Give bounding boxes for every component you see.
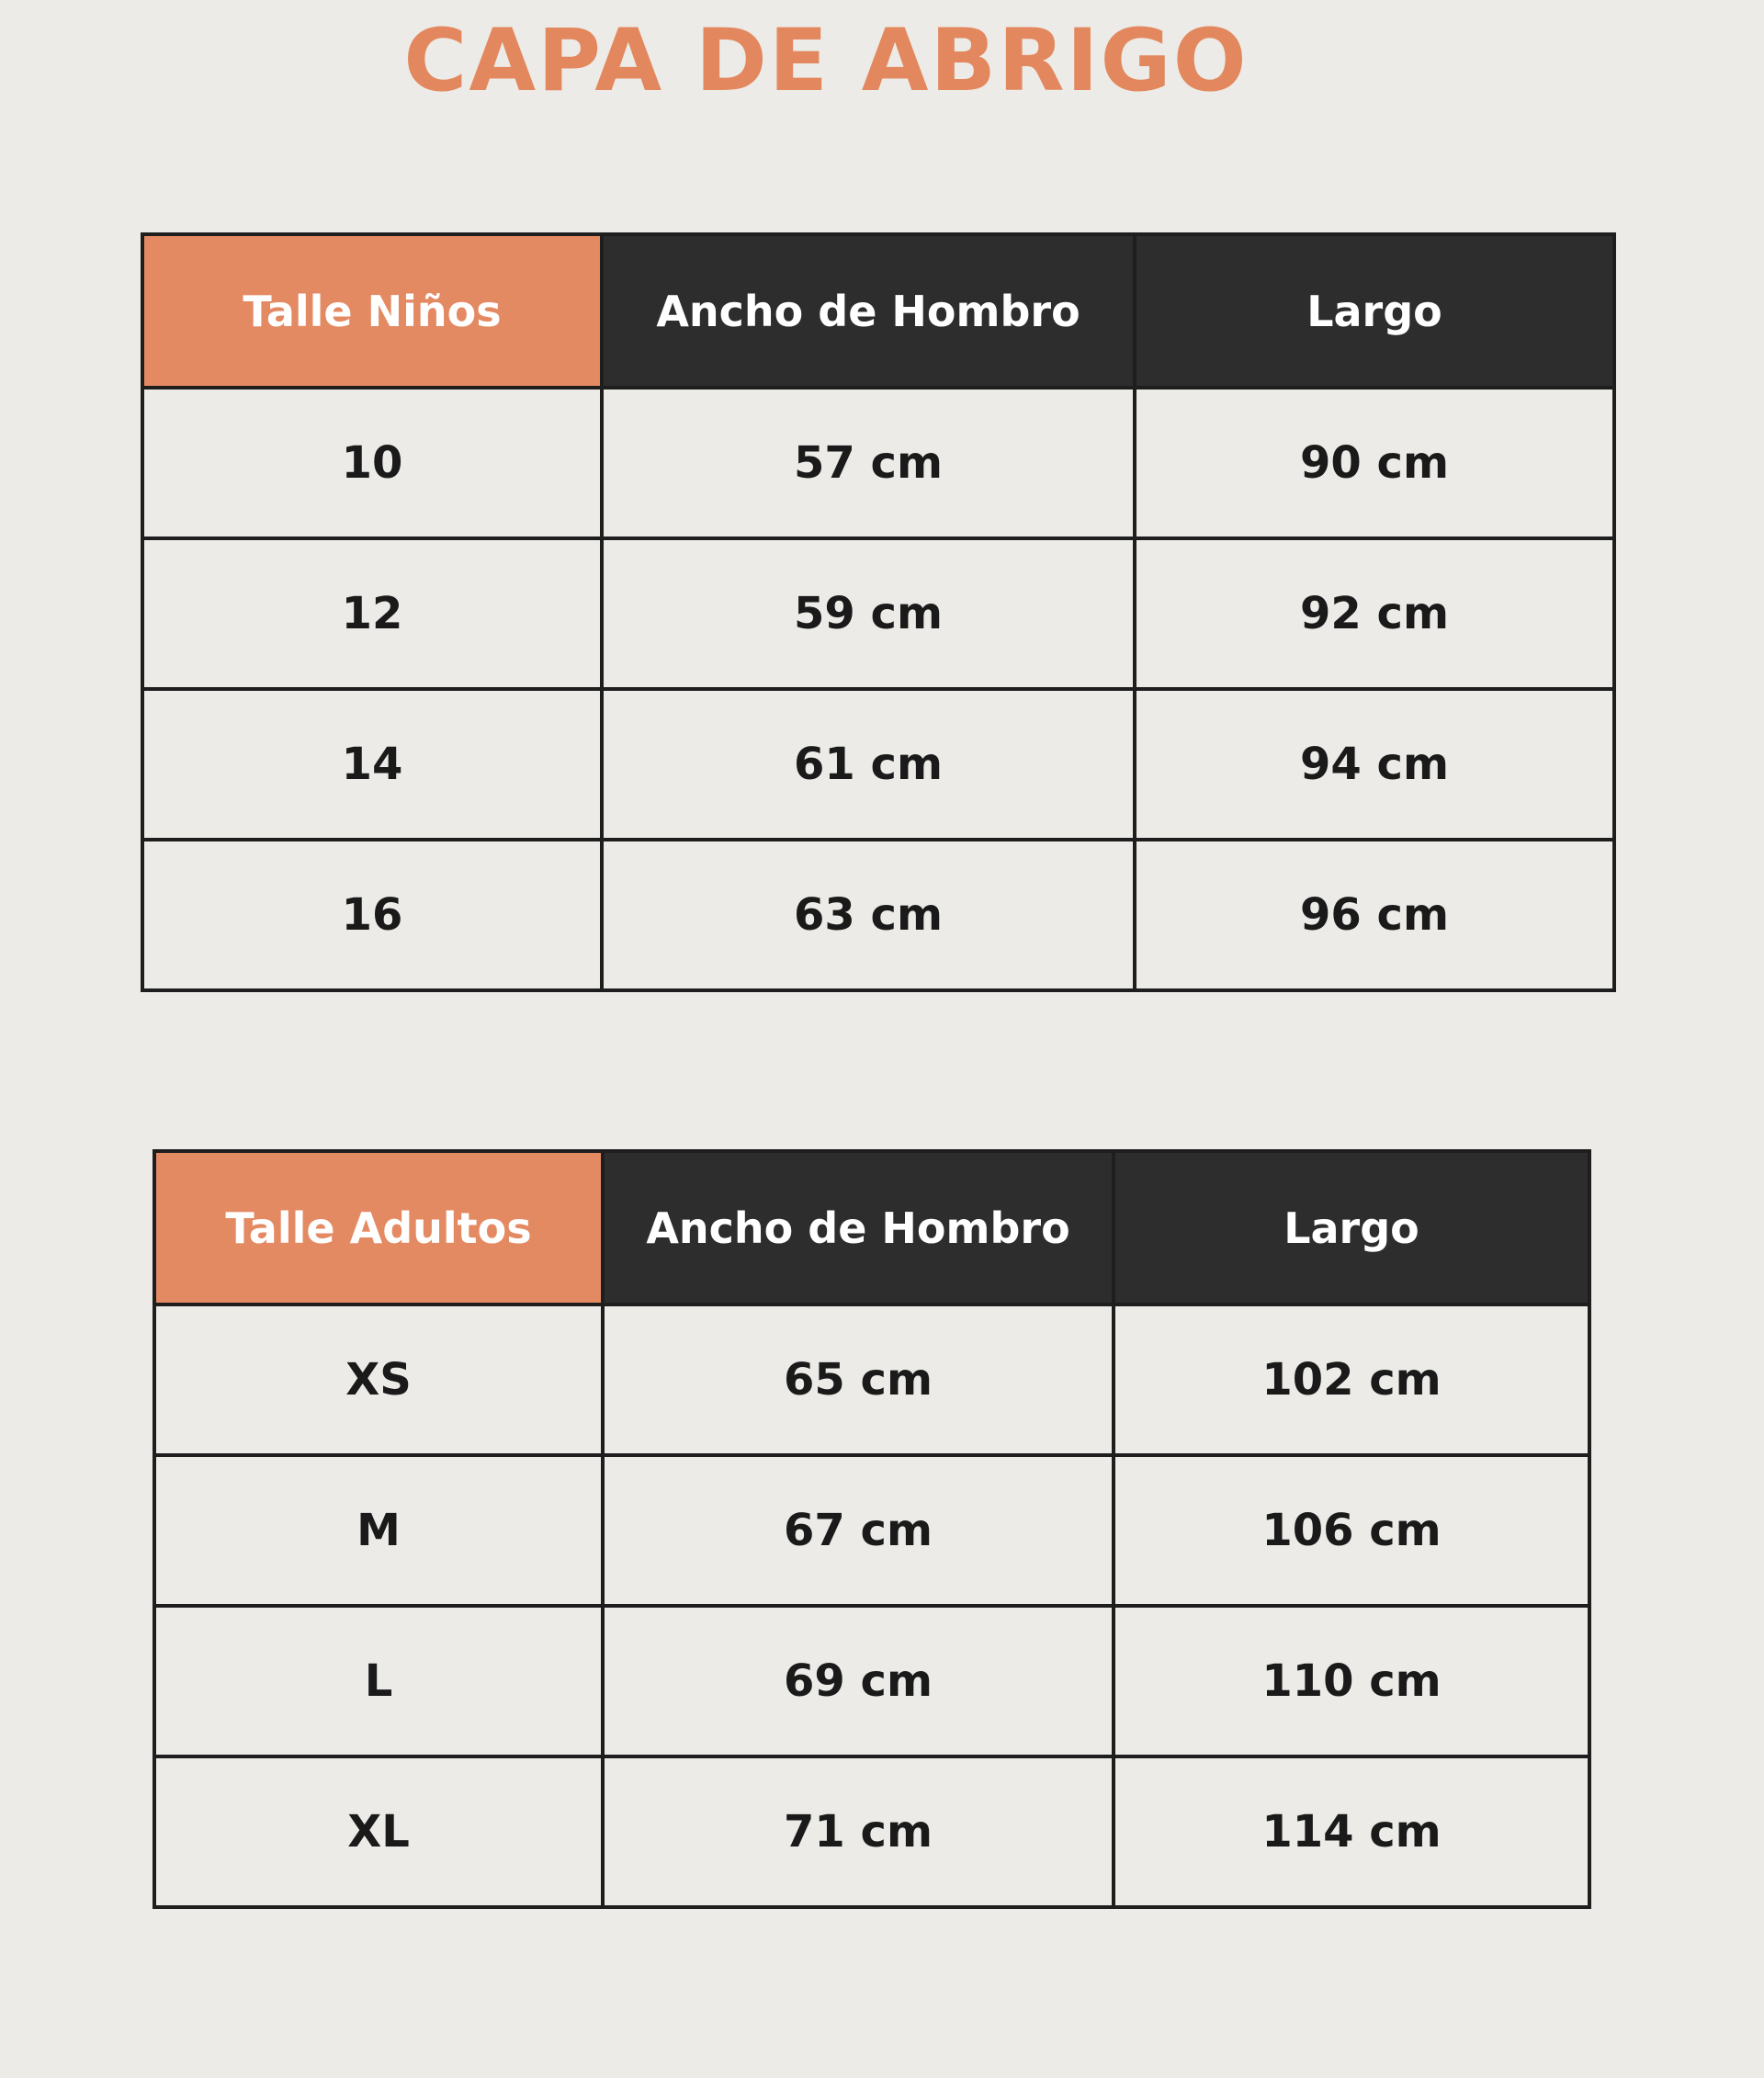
length-cell: 90 cm bbox=[1135, 388, 1614, 538]
table-row bbox=[154, 1304, 1589, 1455]
table-row bbox=[142, 689, 1614, 840]
shoulder-width-cell: 65 cm bbox=[603, 1304, 1114, 1455]
size-cell: 16 bbox=[142, 840, 602, 990]
table-row bbox=[142, 388, 1614, 538]
page-title: CAPA DE ABRIGO bbox=[403, 11, 1249, 111]
adults-size-table bbox=[153, 1149, 1591, 1909]
header-shoulder-width: Ancho de Hombro bbox=[603, 1151, 1114, 1304]
table-row bbox=[154, 1606, 1589, 1756]
table-header-row bbox=[142, 234, 1614, 388]
size-cell: 12 bbox=[142, 538, 602, 689]
size-cell: XS bbox=[154, 1304, 603, 1455]
shoulder-width-cell: 59 cm bbox=[602, 538, 1135, 689]
shoulder-width-cell: 67 cm bbox=[603, 1455, 1114, 1606]
length-cell: 102 cm bbox=[1114, 1304, 1589, 1455]
header-shoulder-width: Ancho de Hombro bbox=[602, 234, 1135, 388]
shoulder-width-cell: 63 cm bbox=[602, 840, 1135, 990]
header-length: Largo bbox=[1114, 1151, 1589, 1304]
length-cell: 114 cm bbox=[1114, 1756, 1589, 1907]
table-row bbox=[154, 1455, 1589, 1606]
size-cell: 10 bbox=[142, 388, 602, 538]
table-row bbox=[142, 538, 1614, 689]
length-cell: 96 cm bbox=[1135, 840, 1614, 990]
size-cell: XL bbox=[154, 1756, 603, 1907]
shoulder-width-cell: 71 cm bbox=[603, 1756, 1114, 1907]
table-row bbox=[154, 1756, 1589, 1907]
length-cell: 106 cm bbox=[1114, 1455, 1589, 1606]
table-row bbox=[142, 840, 1614, 990]
kids-size-table bbox=[141, 232, 1616, 992]
size-cell: M bbox=[154, 1455, 603, 1606]
table-header-row bbox=[154, 1151, 1589, 1304]
header-length: Largo bbox=[1135, 234, 1614, 388]
shoulder-width-cell: 69 cm bbox=[603, 1606, 1114, 1756]
length-cell: 94 cm bbox=[1135, 689, 1614, 840]
header-size-kids: Talle Niños bbox=[142, 234, 602, 388]
shoulder-width-cell: 57 cm bbox=[602, 388, 1135, 538]
length-cell: 110 cm bbox=[1114, 1606, 1589, 1756]
header-size-adults: Talle Adultos bbox=[154, 1151, 603, 1304]
shoulder-width-cell: 61 cm bbox=[602, 689, 1135, 840]
size-cell: 14 bbox=[142, 689, 602, 840]
size-cell: L bbox=[154, 1606, 603, 1756]
length-cell: 92 cm bbox=[1135, 538, 1614, 689]
